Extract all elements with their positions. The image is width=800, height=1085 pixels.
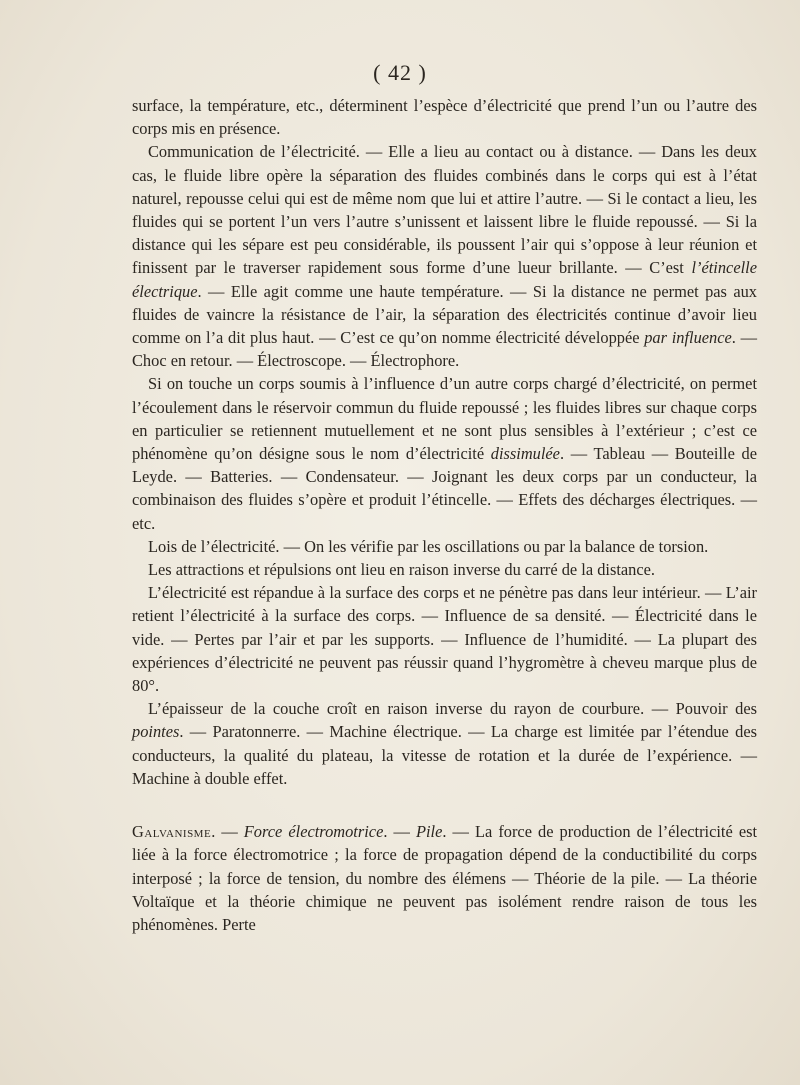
italic-term: Force électromotrice bbox=[243, 822, 384, 842]
text-run: . — Paratonnerre. — Machine électrique. — La charge est limitée par l’étendue des conducteurs, la qualité du plateau, la vitesse de rotation et la durée de l’expérience. — Machine à double effet. bbox=[132, 722, 757, 788]
text-run: L’électricité est répandue à la surface des corps et ne pénètre pas dans leur intérieur. — L’air retient l’électricité à la surface des corps. — Influence de sa densité. — Électricité dans le vide. — Pertes par l’air et par les supports. — Influence de l’humidité. — La plupart des expériences d’électricité ne peuvent pas réussir quand l’hygromètre à cheveu marque plus de 80°. bbox=[132, 583, 757, 696]
italic-term: dissimulée bbox=[490, 444, 560, 464]
section-gap bbox=[132, 790, 757, 820]
text-run: L’épaisseur de la couche croît en raison inverse du rayon de courbure. — Pouvoir des bbox=[148, 699, 757, 719]
italic-term: l’étincelle électrique bbox=[132, 258, 757, 301]
text-run: . — La force de production de l’électricité est liée à la force électromotrice ; la force de propagation dépend de la conductibilité du corps interposé ; la force de tension, du nombre des élémens — Théorie de la pile. — La théorie Voltaïque et la théorie chimique ne peuvent pas isolément rendre raison de tous les phénomènes. Perte bbox=[132, 822, 758, 934]
text-run: Communication de l’électricité. — Elle a lieu au contact ou à distance. — Dans les deux cas, le fluide libre opère la séparation des fluides combinés dans le corps qui est à l’état naturel, repousse celui qui est de même nom que lui et attire l’autre. — Si le contact a lieu, les fluides qui se portent l’un vers l’autre s’unissent et laissent libre le fluide repoussé. — Si la distance qui les sépare est peu considérable, ils poussent l’air qui s’oppose à leur réunion et finissent par le traverser rapidement sous forme d’une lueur brillante. — C’est bbox=[132, 142, 757, 278]
paragraph bbox=[132, 535, 757, 558]
italic-term: par influence bbox=[644, 328, 732, 348]
text-run: . — Choc en retour. — Électroscope. — Électrophore. bbox=[132, 328, 757, 371]
text-run: Les attractions et répulsions ont lieu en raison inverse du carré de la distance. bbox=[148, 560, 656, 580]
text-run: . — bbox=[211, 822, 244, 842]
text-run: Lois de l’électricité. — On les vérifie par les oscillations ou par la balance de torsion. bbox=[148, 536, 709, 556]
text-run: . — Elle agit comme une haute température. — Si la distance ne permet pas aux fluides de vaincre la résistance de l’air, la séparation des électricités continue d’avoir lieu comme on l’a dit plus haut. — C’est ce qu’on nomme électricité développée bbox=[132, 281, 757, 348]
italic-term: pointes bbox=[132, 722, 180, 742]
section-heading: Galvanisme bbox=[132, 822, 212, 842]
paragraph bbox=[132, 820, 757, 936]
italic-term: Pile bbox=[415, 822, 443, 842]
page-number: ( 42 ) bbox=[373, 60, 427, 85]
body-text bbox=[132, 94, 757, 936]
paragraph bbox=[132, 558, 757, 581]
paragraph bbox=[132, 140, 757, 372]
text-run: Si on touche un corps soumis à l’influence d’un autre corps chargé d’électricité, on permet l’écoulement dans le réservoir commun du fluide repoussé ; les fluides libres sur chaque corps en particulier se retiennent mutuellement et ne sont plus sensibles à l’extérieur ; c’est ce phénomène qu’on désigne sous le nom d’électricité bbox=[132, 374, 757, 464]
paragraph bbox=[132, 372, 757, 534]
paragraph bbox=[132, 94, 757, 140]
text-run: surface, la température, etc., déterminent l’espèce d’électricité que prend l’un ou l’autre des corps mis en présence. bbox=[132, 96, 757, 139]
paragraph bbox=[132, 581, 757, 697]
paragraph bbox=[132, 697, 757, 790]
text-run: . — Tableau — Bouteille de Leyde. — Batteries. — Condensateur. — Joignant les deux corps par un conducteur, la combinaison des fluides s’opère et produit l’étincelle. — Effets des décharges électriques. — etc. bbox=[132, 444, 757, 533]
text-run: . — bbox=[383, 822, 416, 842]
